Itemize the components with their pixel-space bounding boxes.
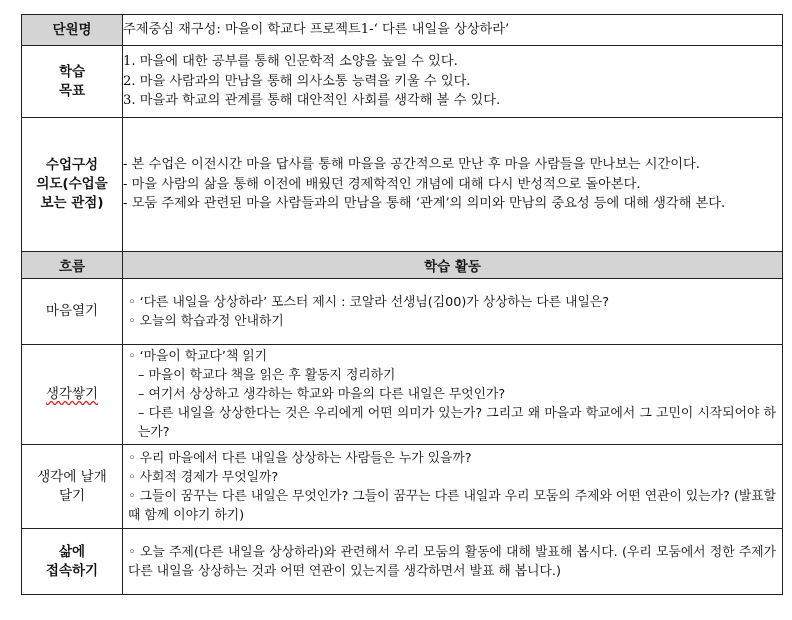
- activity-header: 학습 활동: [123, 252, 783, 279]
- activity-line: ◦ ‘마을이 학교다’책 읽기: [128, 349, 268, 364]
- goals-label-line2: 목표: [58, 82, 86, 99]
- intent-label-line3: 보는 관점): [40, 195, 104, 211]
- stage-activities: [123, 445, 783, 529]
- stage-activities: [123, 279, 783, 345]
- stage-name-line2: 접속하기: [45, 562, 99, 579]
- activity-subline: – 마을이 학교다 책을 읽은 후 활동지 정리하기: [138, 368, 396, 383]
- stage-row-add-wings: [22, 445, 783, 529]
- flow-header: 흐름: [22, 252, 123, 279]
- activity-line: ◦ ‘다른 내일을 상상하라’ 포스터 제시 : 코알라 선생님(김00)가 상상하는 다른 내일은?: [128, 294, 610, 310]
- goals-list: [123, 46, 783, 118]
- stage-row-build-thought: [22, 345, 783, 445]
- stage-name: [22, 445, 123, 529]
- stage-name-line1: 삶에: [58, 543, 86, 560]
- goals-label: [22, 46, 123, 118]
- goals-row: [22, 46, 783, 118]
- intent-label-line2: 의도(수업을: [36, 176, 108, 192]
- stage-activities: [123, 345, 783, 445]
- stage-name-line2: 달기: [58, 487, 86, 504]
- goal-item: 1. 마을에 대한 공부를 통해 인문학적 소양을 높일 수 있다.: [123, 54, 458, 70]
- stage-name-text: 생각쌓기: [45, 386, 99, 402]
- intent-label-line1: 수업구성: [45, 157, 99, 173]
- stage-name-line1: 생각에 날개: [37, 468, 107, 485]
- stage-name: 마음열기: [22, 279, 123, 345]
- stage-row-open-mind: [22, 279, 783, 345]
- intent-row: [22, 118, 783, 252]
- intent-label: [22, 118, 123, 252]
- stage-activities: [123, 529, 783, 595]
- intent-item: - 모둠 주제와 관련된 마을 사람들과의 만남을 통해 ‘관계’의 의미와 만남의 중요성 등에 대해 생각해 본다.: [123, 196, 726, 212]
- intent-list: [123, 118, 783, 252]
- intent-item: - 본 수업은 이전시간 마을 답사를 통해 마을을 공간적으로 만난 후 마을 사람들을 만나보는 시간이다.: [123, 157, 700, 173]
- unit-label: 단원명: [22, 15, 123, 46]
- stage-name: [22, 529, 123, 595]
- unit-value: 주제중심 재구성: 마을이 학교다 프로젝트1-‘ 다른 내일을 상상하라’: [123, 15, 783, 46]
- goals-label-line1: 학습: [58, 63, 86, 80]
- activity-subline: – 다른 내일을 상상한다는 것은 우리에게 어떤 의미가 있는가? 그리고 왜 마을과 학교에서 그 고민이 시작되어야 하는가?: [138, 406, 776, 440]
- activity-line: ◦ 사회적 경제가 무엇일까?: [128, 469, 279, 485]
- lesson-plan-table: [21, 14, 783, 595]
- activity-header-row: [22, 252, 783, 279]
- activity-line: ◦ 오늘의 학습과정 안내하기: [128, 313, 284, 329]
- activity-subline: – 여기서 상상하고 생각하는 학교와 마을의 다른 내일은 무엇인가?: [138, 387, 506, 402]
- stage-name: [22, 345, 123, 445]
- activity-line: ◦ 오늘 주제(다른 내일을 상상하라)와 관련해서 우리 모둠의 활동에 대해 발표해 봅시다. (우리 모둠에서 정한 주제가 다른 내일을 상상하는 것과 어떤 연관이 있는지를 생각하면서 발표 해 봅니다.): [128, 544, 776, 579]
- activity-line: ◦ 우리 마을에서 다른 내일을 상상하는 사람들은 누가 있을까?: [128, 450, 472, 466]
- intent-item: - 마을 사람의 삶을 통해 이전에 배웠던 경제학적인 개념에 대해 다시 반성적으로 돌아본다.: [123, 176, 641, 192]
- goal-item: 2. 마을 사람과의 만남을 통해 의사소통 능력을 키울 수 있다.: [123, 73, 471, 89]
- unit-row: [22, 15, 783, 46]
- stage-row-connect-life: [22, 529, 783, 595]
- activity-line: ◦ 그들이 꿈꾸는 다른 내일은 무엇인가? 그들이 꿈꾸는 다른 내일과 우리 모둠의 주제와 어떤 연관이 있는가? (발표할 때 함께 이야기 하기): [128, 488, 776, 523]
- goal-item: 3. 마을과 학교의 관계를 통해 대안적인 사회를 생각해 볼 수 있다.: [123, 93, 501, 109]
